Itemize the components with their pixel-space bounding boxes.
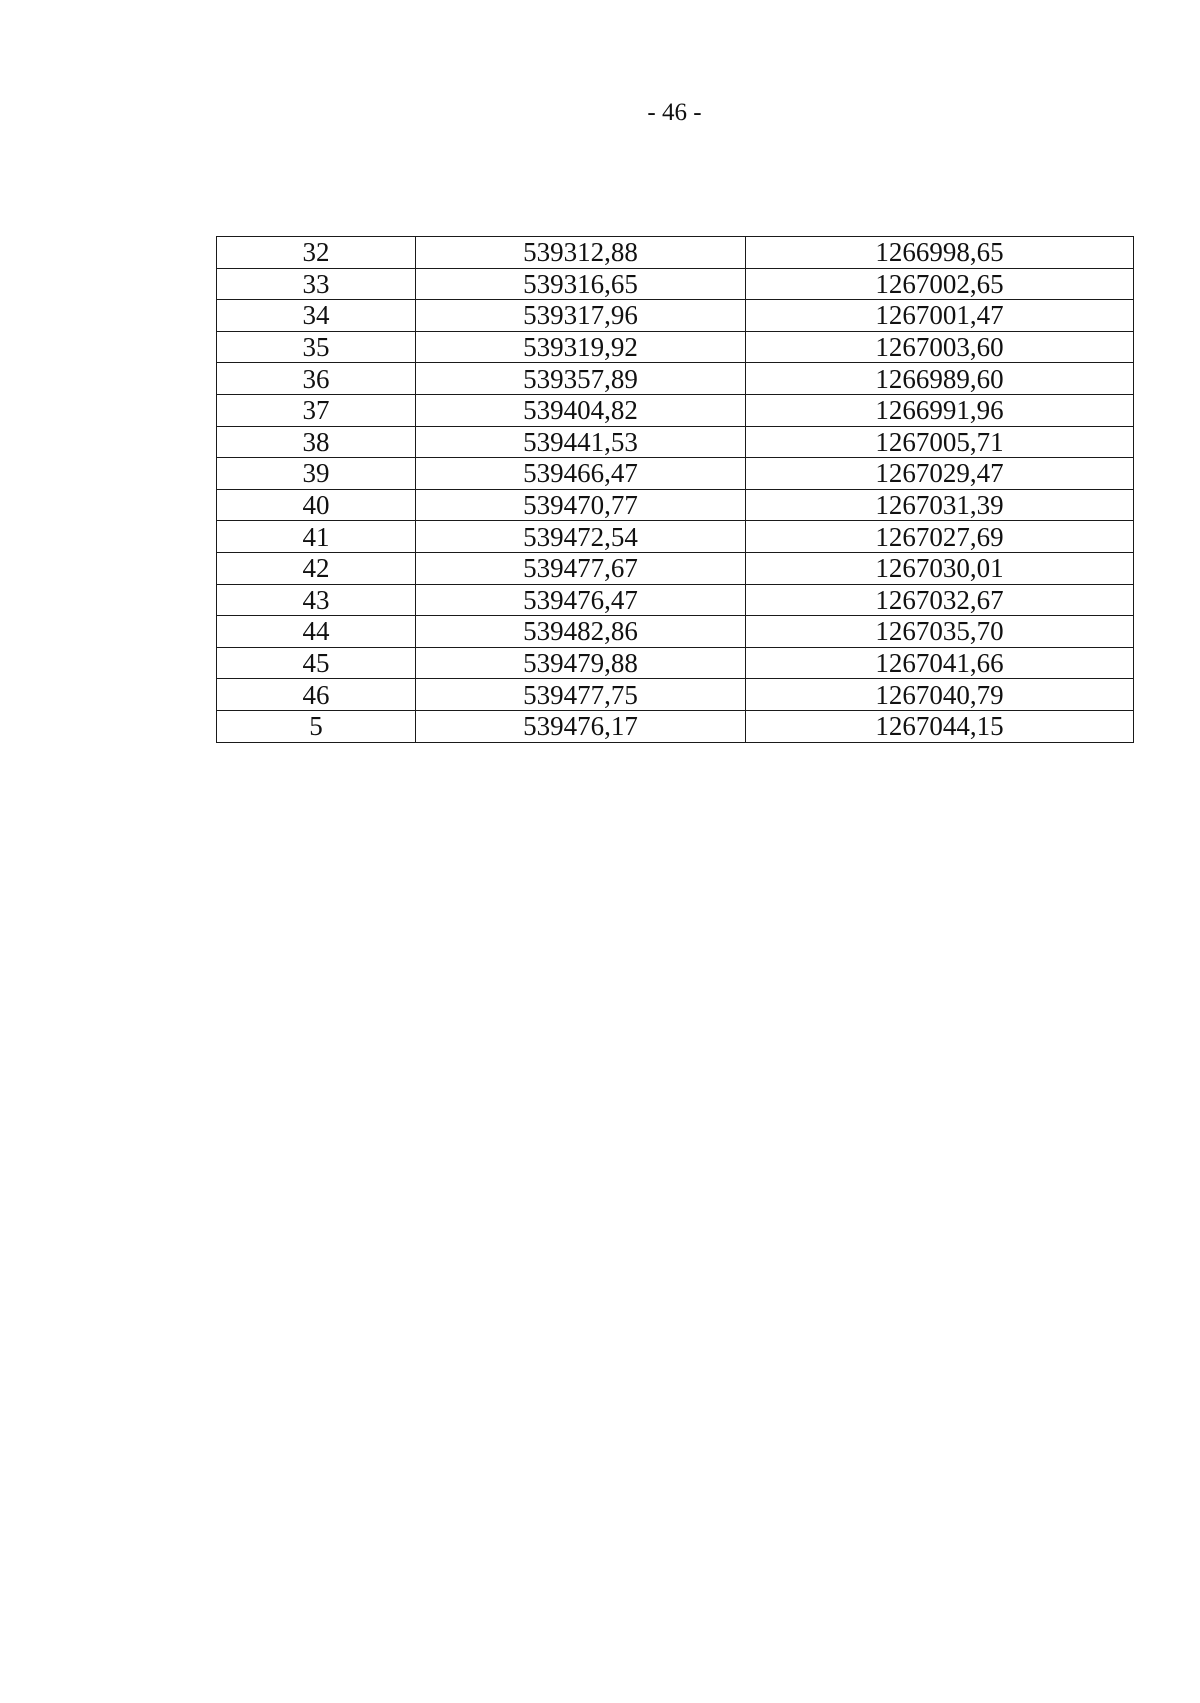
table-row xyxy=(217,426,1134,458)
y-coordinate-cell: 1267003,60 xyxy=(746,331,1134,363)
y-coordinate-cell: 1267002,65 xyxy=(746,268,1134,300)
point-number-cell: 32 xyxy=(217,237,416,269)
y-coordinate-cell: 1267031,39 xyxy=(746,489,1134,521)
table-row xyxy=(217,521,1134,553)
table-row xyxy=(217,710,1134,742)
x-coordinate-cell: 539482,86 xyxy=(416,616,746,648)
y-coordinate-cell: 1267005,71 xyxy=(746,426,1134,458)
coordinates-table xyxy=(216,236,1134,743)
x-coordinate-cell: 539477,75 xyxy=(416,679,746,711)
table-row xyxy=(217,679,1134,711)
x-coordinate-cell: 539312,88 xyxy=(416,237,746,269)
point-number-cell: 5 xyxy=(217,710,416,742)
x-coordinate-cell: 539470,77 xyxy=(416,489,746,521)
x-coordinate-cell: 539316,65 xyxy=(416,268,746,300)
point-number-cell: 34 xyxy=(217,300,416,332)
point-number-cell: 41 xyxy=(217,521,416,553)
table-row xyxy=(217,616,1134,648)
x-coordinate-cell: 539466,47 xyxy=(416,458,746,490)
table-row xyxy=(217,552,1134,584)
point-number-cell: 33 xyxy=(217,268,416,300)
point-number-cell: 39 xyxy=(217,458,416,490)
y-coordinate-cell: 1266998,65 xyxy=(746,237,1134,269)
point-number-cell: 43 xyxy=(217,584,416,616)
x-coordinate-cell: 539357,89 xyxy=(416,363,746,395)
table-row xyxy=(217,300,1134,332)
table-row xyxy=(217,394,1134,426)
point-number-cell: 38 xyxy=(217,426,416,458)
point-number-cell: 44 xyxy=(217,616,416,648)
x-coordinate-cell: 539404,82 xyxy=(416,394,746,426)
point-number-cell: 36 xyxy=(217,363,416,395)
point-number-cell: 37 xyxy=(217,394,416,426)
table-row xyxy=(217,237,1134,269)
x-coordinate-cell: 539317,96 xyxy=(416,300,746,332)
coordinates-table-body xyxy=(217,237,1134,743)
y-coordinate-cell: 1267001,47 xyxy=(746,300,1134,332)
y-coordinate-cell: 1267029,47 xyxy=(746,458,1134,490)
x-coordinate-cell: 539477,67 xyxy=(416,552,746,584)
table-row xyxy=(217,331,1134,363)
y-coordinate-cell: 1267030,01 xyxy=(746,552,1134,584)
y-coordinate-cell: 1267041,66 xyxy=(746,647,1134,679)
page-number: - 46 - xyxy=(647,99,702,126)
x-coordinate-cell: 539479,88 xyxy=(416,647,746,679)
table-row xyxy=(217,458,1134,490)
y-coordinate-cell: 1267040,79 xyxy=(746,679,1134,711)
table-row xyxy=(217,584,1134,616)
y-coordinate-cell: 1266991,96 xyxy=(746,394,1134,426)
point-number-cell: 42 xyxy=(217,552,416,584)
y-coordinate-cell: 1267035,70 xyxy=(746,616,1134,648)
y-coordinate-cell: 1266989,60 xyxy=(746,363,1134,395)
x-coordinate-cell: 539476,47 xyxy=(416,584,746,616)
x-coordinate-cell: 539472,54 xyxy=(416,521,746,553)
table-row xyxy=(217,363,1134,395)
y-coordinate-cell: 1267032,67 xyxy=(746,584,1134,616)
point-number-cell: 35 xyxy=(217,331,416,363)
x-coordinate-cell: 539319,92 xyxy=(416,331,746,363)
point-number-cell: 46 xyxy=(217,679,416,711)
x-coordinate-cell: 539476,17 xyxy=(416,710,746,742)
point-number-cell: 40 xyxy=(217,489,416,521)
table-row xyxy=(217,647,1134,679)
table-row xyxy=(217,489,1134,521)
y-coordinate-cell: 1267044,15 xyxy=(746,710,1134,742)
y-coordinate-cell: 1267027,69 xyxy=(746,521,1134,553)
point-number-cell: 45 xyxy=(217,647,416,679)
table-row xyxy=(217,268,1134,300)
x-coordinate-cell: 539441,53 xyxy=(416,426,746,458)
